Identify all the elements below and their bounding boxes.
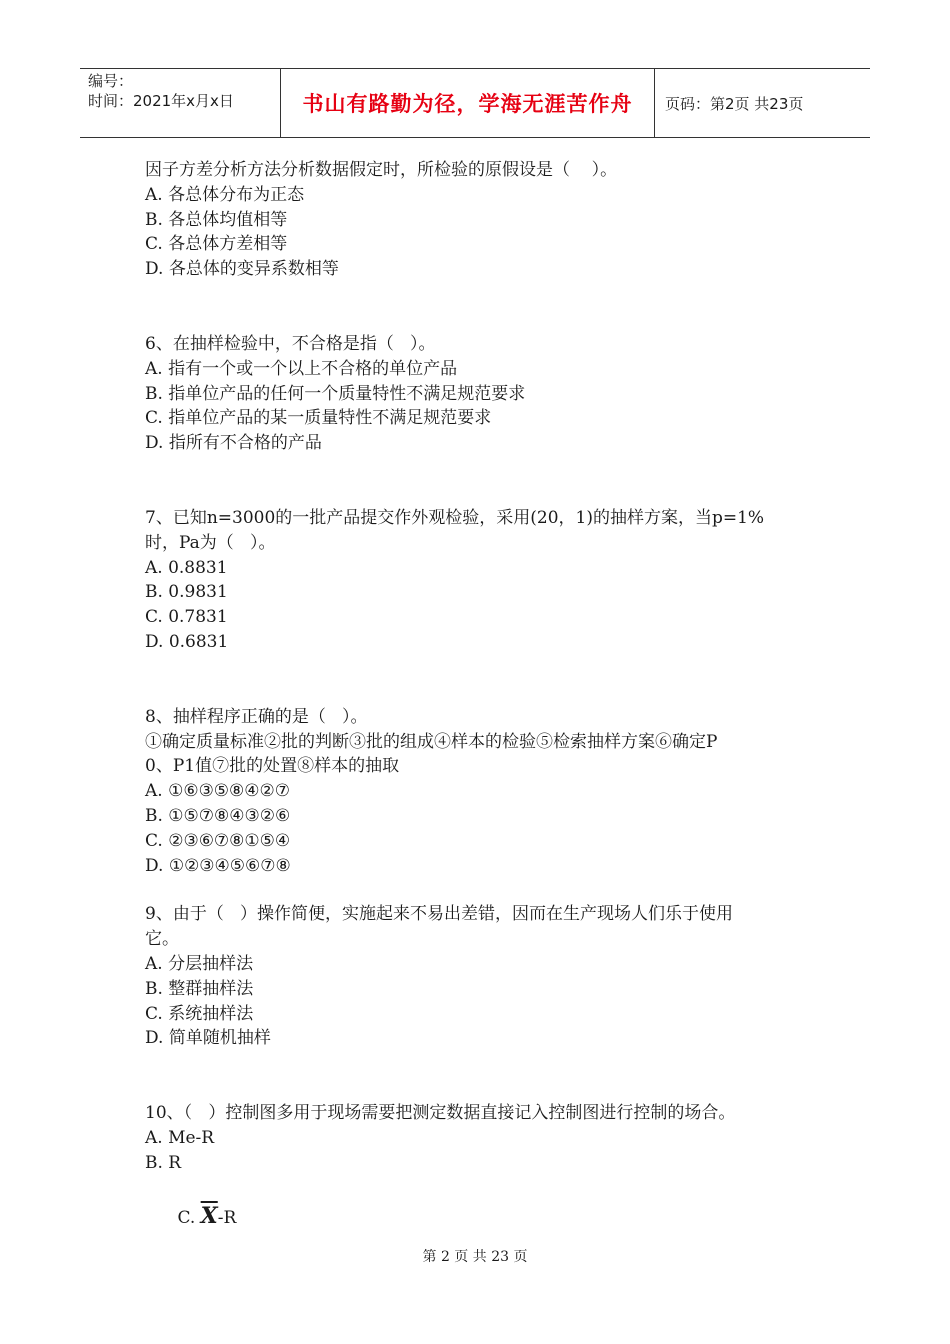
question-5 [145, 158, 815, 282]
question-text-cont: ①确定质量标准②批的判断③批的组成④样本的检验⑤检索抽样方案⑥确定P [145, 731, 718, 752]
option-b: B. 各总体均值相等 [145, 209, 288, 230]
question-text: 因子方差分析方法分析数据假定时，所检验的原假设是（ ）。 [145, 160, 618, 180]
x-bar-symbol: $\overline{X}$ [200, 1203, 218, 1230]
option-c-prefix: C. [177, 1208, 201, 1229]
option-a: A. 分层抽样法 [145, 953, 254, 974]
option-b: B. R [145, 1152, 182, 1173]
date-label: 时间：2021年x月x日 [88, 92, 234, 110]
question-list [145, 158, 815, 1256]
question-text-cont2: 0、P1值⑦批的处置⑧样本的抽取 [145, 756, 400, 777]
header-page-info: 页码：第2页 共23页 [665, 94, 804, 113]
option-a: A. 各总体分布为正态 [145, 184, 305, 205]
page-footer: 第 2 页 共 23 页 [422, 1249, 528, 1265]
option-d: D. 0.6831 [145, 631, 229, 652]
question-text-cont: 时，Pa为（ ）。 [145, 532, 276, 553]
question-9 [145, 902, 815, 1051]
question-text: 8、抽样程序正确的是（ ）。 [145, 706, 368, 727]
option-b: B. 整群抽样法 [145, 978, 254, 999]
question-7 [145, 506, 815, 655]
option-c: C. 各总体方差相等 [145, 234, 288, 255]
question-8 [145, 705, 815, 879]
question-text: 9、由于（ ）操作简便，实施起来不易出差错，因而在生产现场人们乐于使用 [145, 904, 734, 925]
question-6 [145, 332, 815, 456]
option-a: A. Me-R [145, 1127, 215, 1148]
question-10 [145, 1101, 815, 1256]
option-d: D. 各总体的变异系数相等 [145, 259, 339, 280]
option-b: B. 0.9831 [145, 582, 228, 603]
header-meta [80, 69, 281, 137]
option-a: A. 指有一个或一个以上不合格的单位产品 [145, 358, 458, 379]
option-c: C. 0.7831 [145, 607, 228, 628]
option-d: D. ①②③④⑤⑥⑦⑧ [145, 855, 291, 876]
option-c: C. 系统抽样法 [145, 1003, 254, 1024]
option-d: D. 简单随机抽样 [145, 1028, 271, 1049]
question-text: 6、在抽样检验中，不合格是指（ ）。 [145, 333, 436, 354]
option-d: D. 指所有不合格的产品 [145, 433, 322, 454]
option-b: B. ①⑤⑦⑧④③②⑥ [145, 805, 291, 826]
number-label: 编号： [88, 72, 134, 90]
option-c [145, 1180, 815, 1256]
option-c-suffix: -R [217, 1208, 237, 1229]
option-c: C. ②③⑥⑦⑧①⑤④ [145, 830, 291, 851]
page-header [80, 68, 870, 138]
option-a: A. ①⑥③⑤⑧④②⑦ [145, 781, 291, 802]
question-text-cont: 它。 [145, 929, 179, 950]
option-a: A. 0.8831 [145, 557, 228, 578]
option-c: C. 指单位产品的某一质量特性不满足规范要求 [145, 408, 492, 429]
question-text: 10、（ ）控制图多用于现场需要把测定数据直接记入控制图进行控制的场合。 [145, 1103, 736, 1124]
header-motto: 书山有路勤为径，学海无涯苦作舟 [281, 69, 655, 137]
question-text: 7、已知n=3000的一批产品提交作外观检验，采用(20，1)的抽样方案，当p=1% [145, 507, 765, 528]
option-b: B. 指单位产品的任何一个质量特性不满足规范要求 [145, 383, 526, 404]
